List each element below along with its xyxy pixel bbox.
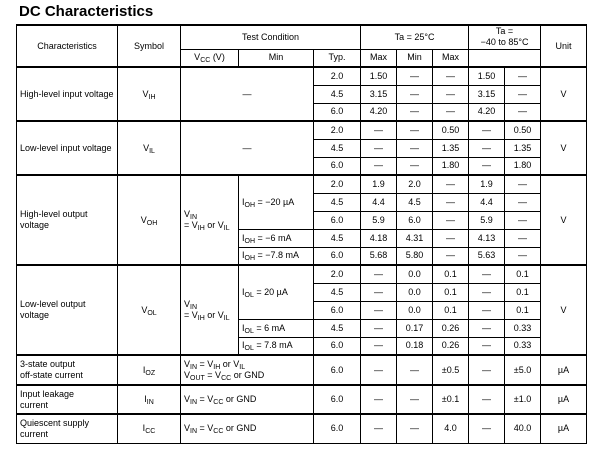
test-subcondition-vol-1: $I_{OL} = 20$ µA — [239, 265, 314, 319]
max-value: 0.1 — [433, 265, 469, 283]
min-value: — — [361, 385, 397, 414]
max-value: 4.0 — [433, 414, 469, 443]
max-range-value: 0.1 — [505, 301, 541, 319]
max-value: — — [433, 247, 469, 265]
min-value: — — [361, 355, 397, 385]
min-value: 4.18 — [361, 229, 397, 247]
max-range-value: — — [505, 103, 541, 121]
typ-value: 4.5 — [397, 193, 433, 211]
vcc-value: 4.5 — [314, 85, 361, 103]
typ-value: 0.17 — [397, 319, 433, 337]
max-value: 1.35 — [433, 139, 469, 157]
max-value: 0.26 — [433, 319, 469, 337]
param-name-ioz: 3-state output off-state current — [17, 355, 118, 385]
symbol-vol: $V_{OL}$ — [118, 265, 181, 355]
max-range-value: ±5.0 — [505, 355, 541, 385]
max-range-value: 0.50 — [505, 121, 541, 139]
vcc-value: 6.0 — [314, 385, 361, 414]
vcc-value: 4.5 — [314, 139, 361, 157]
max-range-value: — — [505, 85, 541, 103]
vcc-value: 2.0 — [314, 265, 361, 283]
max-value: 0.26 — [433, 337, 469, 355]
vcc-value: 6.0 — [314, 355, 361, 385]
header-ta-25: Ta = 25°C — [361, 25, 469, 49]
header-min-range: Min — [397, 49, 433, 67]
max-range-value: — — [505, 211, 541, 229]
typ-value: — — [397, 121, 433, 139]
min-value: — — [361, 157, 397, 175]
typ-value: 0.0 — [397, 283, 433, 301]
max-range-value: ±1.0 — [505, 385, 541, 414]
max-value: — — [433, 67, 469, 85]
test-subcondition-vol-3: $I_{OL} = 7.8$ mA — [239, 337, 314, 355]
vcc-value: 4.5 — [314, 193, 361, 211]
min-value: 5.9 — [361, 211, 397, 229]
symbol-ioz: $I_{OZ}$ — [118, 355, 181, 385]
max-range-value: — — [505, 67, 541, 85]
header-symbol: Symbol — [118, 25, 181, 67]
max-range-value: 0.33 — [505, 319, 541, 337]
min-range-value: — — [469, 139, 505, 157]
symbol-vih: $V_{IH}$ — [118, 67, 181, 121]
max-value: ±0.1 — [433, 385, 469, 414]
unit-iin: µA — [541, 385, 587, 414]
dc-characteristics-table — [16, 24, 587, 444]
max-range-value: — — [505, 193, 541, 211]
param-name-vih: High-level input voltage — [17, 67, 118, 121]
max-value: — — [433, 229, 469, 247]
test-subcondition-voh-3: $I_{OH} = -7.8$ mA — [239, 247, 314, 265]
test-subcondition-vol-2: $I_{OL} = 6$ mA — [239, 319, 314, 337]
typ-value: 4.31 — [397, 229, 433, 247]
min-range-value: 4.13 — [469, 229, 505, 247]
min-range-value: 3.15 — [469, 85, 505, 103]
header-ta-range-line2: −40 to 85°C — [480, 37, 529, 48]
header-row-1 — [17, 25, 587, 49]
symbol-voh: $V_{OH}$ — [118, 175, 181, 265]
max-range-value: 0.1 — [505, 283, 541, 301]
min-value: 4.20 — [361, 103, 397, 121]
max-range-value: 40.0 — [505, 414, 541, 443]
min-range-value: — — [469, 355, 505, 385]
min-value: — — [361, 283, 397, 301]
header-characteristics: Characteristics — [17, 25, 118, 67]
table-row — [17, 355, 587, 385]
min-range-value: 1.9 — [469, 175, 505, 193]
max-range-value: 0.1 — [505, 265, 541, 283]
header-max: Max — [361, 49, 397, 67]
header-ta-range-line1: Ta = — [495, 26, 514, 37]
min-range-value: — — [469, 414, 505, 443]
test-subcondition-voh-1: $I_{OH} = -20$ µA — [239, 175, 314, 229]
vcc-value: 4.5 — [314, 229, 361, 247]
typ-value: — — [397, 67, 433, 85]
unit-ioz: µA — [541, 355, 587, 385]
param-name-vil: Low-level input voltage — [17, 121, 118, 175]
min-value: — — [361, 121, 397, 139]
test-condition-ioz: $V_{IN} = V_{IH}$ or $V_{IL}$ $V_{OUT} = V_{CC}$ or GND — [181, 355, 314, 385]
min-range-value: — — [469, 283, 505, 301]
typ-value: — — [397, 157, 433, 175]
vcc-value: 6.0 — [314, 103, 361, 121]
typ-value: 6.0 — [397, 211, 433, 229]
max-value: — — [433, 175, 469, 193]
max-value: — — [433, 85, 469, 103]
min-range-value: — — [469, 121, 505, 139]
vcc-value: 6.0 — [314, 157, 361, 175]
test-condition-vih: — — [181, 67, 314, 121]
typ-value: — — [397, 355, 433, 385]
max-range-value: — — [505, 229, 541, 247]
max-value: — — [433, 193, 469, 211]
typ-value: — — [397, 85, 433, 103]
vcc-value: 4.5 — [314, 319, 361, 337]
param-name-vol: Low-level output voltage — [17, 265, 118, 355]
test-condition-iin: $V_{IN} = V_{CC}$ or GND — [181, 385, 314, 414]
test-condition-vil: — — [181, 121, 314, 175]
unit-vih: V — [541, 67, 587, 121]
min-range-value: 5.63 — [469, 247, 505, 265]
min-value: — — [361, 301, 397, 319]
max-range-value: — — [505, 247, 541, 265]
vcc-value: 2.0 — [314, 121, 361, 139]
header-vcc: $V_{CC}$ (V) — [181, 49, 239, 67]
vcc-value: 2.0 — [314, 175, 361, 193]
min-range-value: — — [469, 337, 505, 355]
typ-value: — — [397, 385, 433, 414]
header-max-range: Max — [433, 49, 469, 67]
typ-value: — — [397, 139, 433, 157]
min-value: 3.15 — [361, 85, 397, 103]
min-range-value: 5.9 — [469, 211, 505, 229]
test-condition-icc: $V_{IN} = V_{CC}$ or GND — [181, 414, 314, 443]
header-test-condition: Test Condition — [181, 25, 361, 49]
symbol-iin: $I_{IN}$ — [118, 385, 181, 414]
min-range-value: — — [469, 301, 505, 319]
typ-value: 2.0 — [397, 175, 433, 193]
param-name-icc: Quiescent supply current — [17, 414, 118, 443]
max-value: ±0.5 — [433, 355, 469, 385]
max-range-value: 1.80 — [505, 157, 541, 175]
max-value: 1.80 — [433, 157, 469, 175]
param-name-iin: Input leakage current — [17, 385, 118, 414]
max-value: 0.1 — [433, 301, 469, 319]
param-name-voh: High-level output voltage — [17, 175, 118, 265]
max-value: 0.50 — [433, 121, 469, 139]
header-ta-range — [469, 25, 541, 49]
min-value: — — [361, 337, 397, 355]
min-value: — — [361, 265, 397, 283]
min-range-value: 1.50 — [469, 67, 505, 85]
table-row — [17, 385, 587, 414]
max-value: — — [433, 103, 469, 121]
max-range-value: 1.35 — [505, 139, 541, 157]
header-typ: Typ. — [314, 49, 361, 67]
min-value: 4.4 — [361, 193, 397, 211]
min-value: 5.68 — [361, 247, 397, 265]
typ-value: 5.80 — [397, 247, 433, 265]
table-row — [17, 414, 587, 443]
table-row — [17, 265, 587, 283]
max-value: — — [433, 211, 469, 229]
min-value: — — [361, 139, 397, 157]
typ-value: — — [397, 414, 433, 443]
vcc-value: 2.0 — [314, 67, 361, 85]
unit-icc: µA — [541, 414, 587, 443]
min-range-value: 4.4 — [469, 193, 505, 211]
min-value: 1.50 — [361, 67, 397, 85]
test-subcondition-voh-2: $I_{OH} = -6$ mA — [239, 229, 314, 247]
table-row — [17, 175, 587, 193]
page-title: DC Characteristics — [19, 3, 154, 20]
max-range-value: 0.33 — [505, 337, 541, 355]
vcc-value: 4.5 — [314, 283, 361, 301]
min-value: — — [361, 319, 397, 337]
header-unit: Unit — [541, 25, 587, 67]
max-range-value: — — [505, 175, 541, 193]
typ-value: 0.0 — [397, 265, 433, 283]
typ-value: 0.0 — [397, 301, 433, 319]
table-row — [17, 67, 587, 85]
min-range-value: — — [469, 319, 505, 337]
vcc-value: 6.0 — [314, 414, 361, 443]
header-min: Min — [239, 49, 314, 67]
min-value: — — [361, 414, 397, 443]
test-condition-voh: $V_{IN}$ = $V_{IH}$ or $V_{IL}$ — [181, 175, 239, 265]
min-range-value: — — [469, 157, 505, 175]
vcc-value: 6.0 — [314, 247, 361, 265]
vcc-value: 6.0 — [314, 211, 361, 229]
min-value: 1.9 — [361, 175, 397, 193]
vcc-value: 6.0 — [314, 301, 361, 319]
min-range-value: 4.20 — [469, 103, 505, 121]
min-range-value: — — [469, 385, 505, 414]
table-row — [17, 121, 587, 139]
symbol-icc: $I_{CC}$ — [118, 414, 181, 443]
vcc-value: 6.0 — [314, 337, 361, 355]
test-condition-vol: $V_{IN}$ = $V_{IH}$ or $V_{IL}$ — [181, 265, 239, 355]
max-value: 0.1 — [433, 283, 469, 301]
unit-voh: V — [541, 175, 587, 265]
typ-value: — — [397, 103, 433, 121]
min-range-value: — — [469, 265, 505, 283]
unit-vil: V — [541, 121, 587, 175]
typ-value: 0.18 — [397, 337, 433, 355]
unit-vol: V — [541, 265, 587, 355]
symbol-vil: $V_{IL}$ — [118, 121, 181, 175]
